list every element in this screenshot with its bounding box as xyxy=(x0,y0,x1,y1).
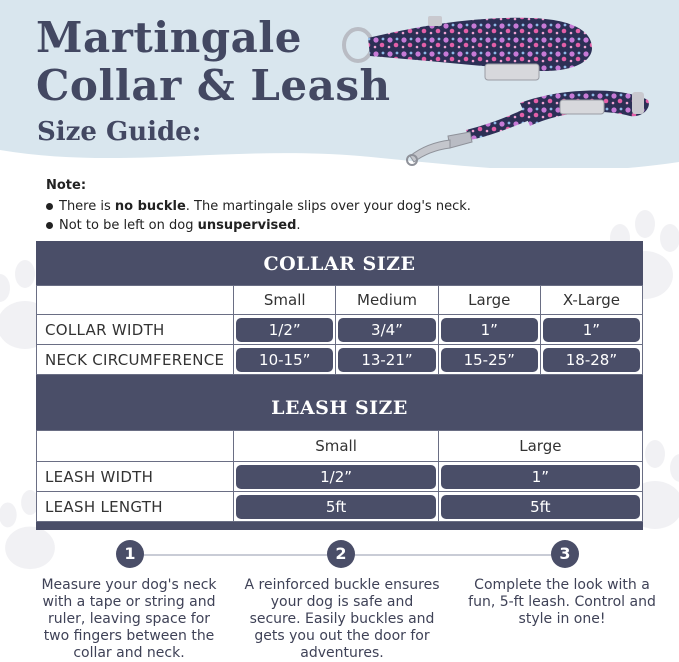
row-label: LEASH LENGTH xyxy=(37,492,234,522)
column-header: Small xyxy=(234,286,336,315)
step-2-badge: 2 xyxy=(327,540,355,568)
table-header-row xyxy=(37,431,643,462)
step-1-badge: 1 xyxy=(116,540,144,568)
bullet-icon xyxy=(46,222,53,229)
value-pill: 10-15” xyxy=(236,348,333,372)
value-pill: 1” xyxy=(441,318,538,342)
row-label: NECK CIRCUMFERENCE xyxy=(37,345,234,375)
table-cell xyxy=(336,315,438,345)
table-cell xyxy=(540,345,642,375)
step-2-text: A reinforced buckle ensures your dog is safe and secure. Easily buckles and gets you out the door for adventures. xyxy=(244,577,440,661)
table-cell xyxy=(438,492,642,522)
leash-size-table xyxy=(36,430,643,522)
table-cell xyxy=(234,345,336,375)
note-item-2 xyxy=(46,218,471,233)
value-pill: 5ft xyxy=(441,495,640,519)
column-header: X-Large xyxy=(540,286,642,315)
table-header-row xyxy=(37,286,643,315)
table-row xyxy=(37,345,643,375)
table-corner-cell xyxy=(37,286,234,315)
table-cell xyxy=(438,315,540,345)
table-row xyxy=(37,315,643,345)
value-pill: 1/2” xyxy=(236,465,435,489)
title-line-2: Collar & Leash xyxy=(36,61,391,110)
note-item-1-pre: There is xyxy=(59,199,115,214)
table-cell xyxy=(234,462,438,492)
note-item-1 xyxy=(46,199,471,214)
table-row xyxy=(37,462,643,492)
row-label: COLLAR WIDTH xyxy=(37,315,234,345)
column-header: Large xyxy=(438,431,642,462)
table-cell xyxy=(234,315,336,345)
value-pill: 13-21” xyxy=(338,348,435,372)
table-corner-cell xyxy=(37,431,234,462)
column-header: Medium xyxy=(336,286,438,315)
collar-leash-image xyxy=(330,8,660,168)
leash-size-heading: LEASH SIZE xyxy=(271,397,408,419)
page-subtitle: Size Guide: xyxy=(37,117,202,147)
table-cell xyxy=(540,315,642,345)
value-pill: 3/4” xyxy=(338,318,435,342)
value-pill: 1” xyxy=(441,465,640,489)
note-item-1-bold: no buckle xyxy=(114,199,186,214)
value-pill: 15-25” xyxy=(441,348,538,372)
note-item-2-post: . xyxy=(296,218,301,233)
row-label: LEASH WIDTH xyxy=(37,462,234,492)
table-row xyxy=(37,492,643,522)
column-header: Large xyxy=(438,286,540,315)
value-pill: 1/2” xyxy=(236,318,333,342)
bullet-icon xyxy=(46,203,53,210)
note-item-2-bold: unsupervised xyxy=(197,218,297,233)
note-section xyxy=(46,178,471,233)
table-cell xyxy=(438,345,540,375)
note-label: Note: xyxy=(46,178,87,193)
value-pill: 1” xyxy=(543,318,640,342)
collar-size-table xyxy=(36,285,643,375)
value-pill: 5ft xyxy=(236,495,435,519)
step-3-badge: 3 xyxy=(551,540,579,568)
note-item-2-pre: Not to be left on dog xyxy=(59,218,198,233)
table-cell xyxy=(336,345,438,375)
step-3-text: Complete the look with a fun, 5-ft leash. Control and style in one! xyxy=(468,577,656,627)
title-line-1: Martingale xyxy=(36,13,302,62)
value-pill: 18-28” xyxy=(543,348,640,372)
note-item-1-post: . The martingale slips over your dog's neck. xyxy=(185,199,471,214)
collar-size-heading: COLLAR SIZE xyxy=(263,253,416,275)
step-1-text: Measure your dog's neck with a tape or string and ruler, leaving space for two fingers between the collar and neck. xyxy=(41,577,217,661)
table-cell xyxy=(438,462,642,492)
table-cell xyxy=(234,492,438,522)
column-header: Small xyxy=(234,431,438,462)
